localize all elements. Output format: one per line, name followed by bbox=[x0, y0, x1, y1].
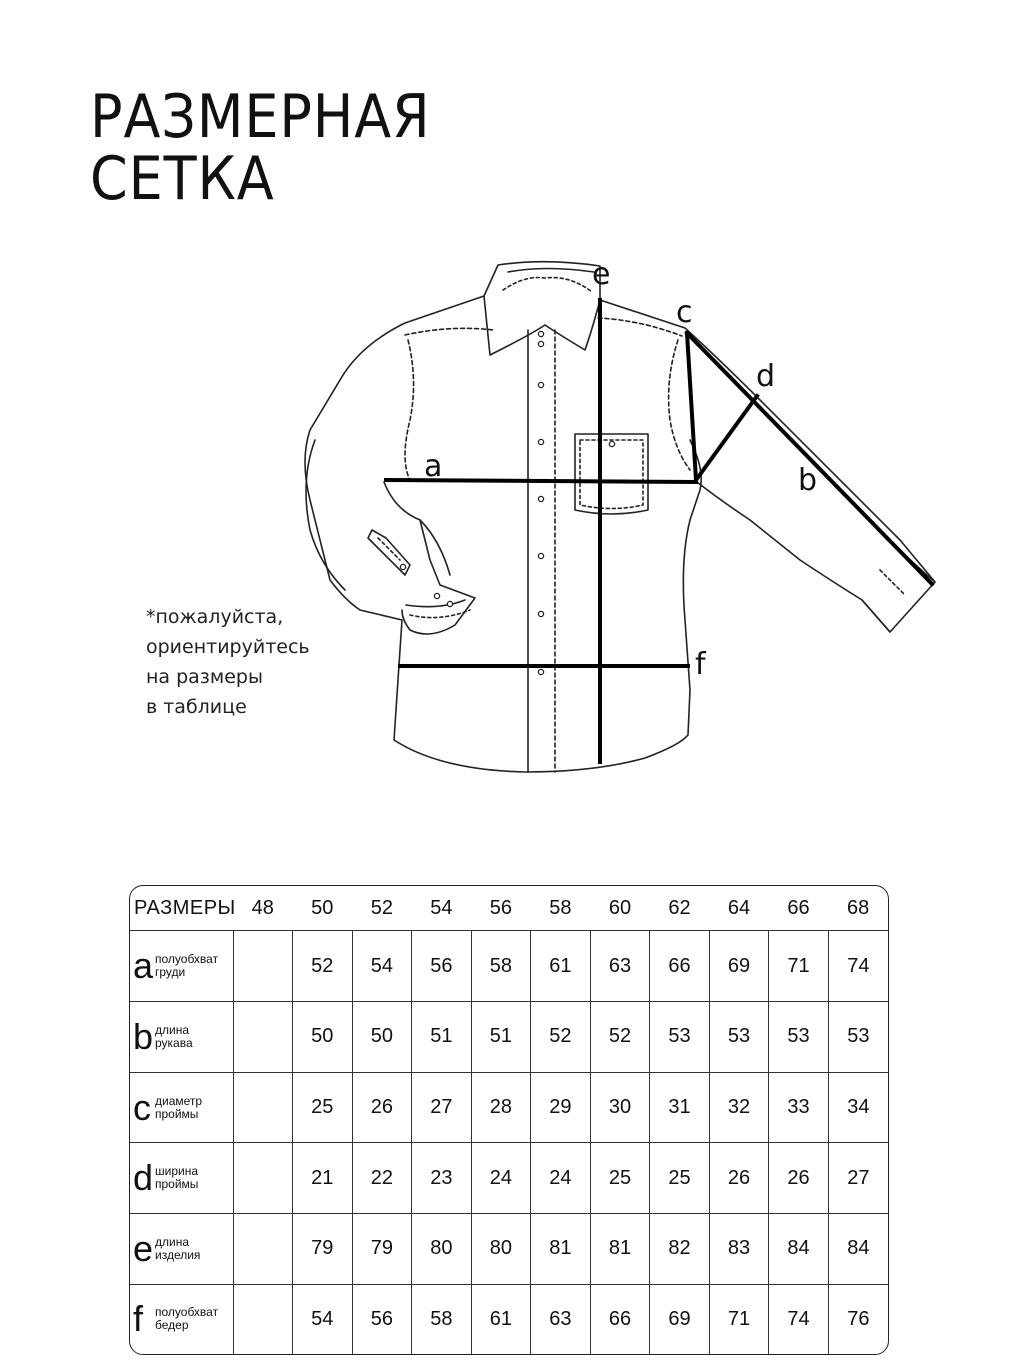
size-68: 68 bbox=[828, 886, 888, 931]
table-row-c bbox=[130, 1072, 888, 1143]
size-56: 56 bbox=[471, 886, 531, 931]
row-desc-2: груди bbox=[155, 965, 186, 980]
table-row-f bbox=[130, 1284, 888, 1354]
cell: 84 bbox=[828, 1214, 888, 1285]
note-line-1: *пожалуйста, bbox=[146, 606, 284, 628]
cell: 66 bbox=[650, 931, 710, 1002]
cell: 34 bbox=[828, 1072, 888, 1143]
size-58: 58 bbox=[531, 886, 591, 931]
row-desc-2: бедер bbox=[155, 1318, 189, 1333]
cell: 50 bbox=[293, 1002, 353, 1073]
size-62: 62 bbox=[650, 886, 710, 931]
size-66: 66 bbox=[769, 886, 829, 931]
cell: 80 bbox=[412, 1214, 472, 1285]
row-label bbox=[130, 1072, 233, 1143]
cell: 23 bbox=[412, 1143, 472, 1214]
table-row-d bbox=[130, 1143, 888, 1214]
note-line-3: на размеры bbox=[146, 666, 263, 688]
row-label bbox=[130, 1284, 233, 1354]
row-letter: e bbox=[133, 1227, 154, 1269]
cell: 84 bbox=[769, 1214, 829, 1285]
cell: 74 bbox=[828, 931, 888, 1002]
cell: 54 bbox=[293, 1284, 353, 1354]
cell: 28 bbox=[471, 1072, 531, 1143]
cell: 56 bbox=[352, 1284, 412, 1354]
cell: 61 bbox=[471, 1284, 531, 1354]
row-desc-1: длина bbox=[155, 1234, 190, 1249]
cell: 69 bbox=[709, 931, 769, 1002]
cell: 22 bbox=[352, 1143, 412, 1214]
cell bbox=[233, 1002, 293, 1073]
table-row-e bbox=[130, 1214, 888, 1285]
size-52: 52 bbox=[352, 886, 412, 931]
row-label bbox=[130, 1214, 233, 1285]
cell: 27 bbox=[828, 1143, 888, 1214]
cell: 63 bbox=[590, 931, 650, 1002]
cell: 82 bbox=[650, 1214, 710, 1285]
cell: 32 bbox=[709, 1072, 769, 1143]
cell: 25 bbox=[590, 1143, 650, 1214]
header-label: РАЗМЕРЫ bbox=[130, 886, 233, 931]
cell: 58 bbox=[412, 1284, 472, 1354]
row-desc-1: ширина bbox=[155, 1164, 199, 1179]
cell: 29 bbox=[531, 1072, 591, 1143]
row-letter: a bbox=[133, 945, 154, 987]
row-desc-1: полуобхват bbox=[155, 952, 219, 967]
cell: 71 bbox=[769, 931, 829, 1002]
title-line-1: РАЗМЕРНАЯ bbox=[90, 82, 431, 152]
cell: 53 bbox=[709, 1002, 769, 1073]
cell: 53 bbox=[650, 1002, 710, 1073]
row-desc-2: проймы bbox=[155, 1177, 199, 1192]
cell bbox=[233, 931, 293, 1002]
row-desc-1: длина bbox=[155, 1022, 190, 1037]
note-line-4: в таблице bbox=[146, 696, 247, 718]
cell: 50 bbox=[352, 1002, 412, 1073]
row-label bbox=[130, 931, 233, 1002]
cell bbox=[233, 1143, 293, 1214]
size-table bbox=[129, 885, 889, 1355]
cell: 33 bbox=[769, 1072, 829, 1143]
size-64: 64 bbox=[709, 886, 769, 931]
row-letter: f bbox=[133, 1298, 144, 1340]
cell: 51 bbox=[471, 1002, 531, 1073]
title-line-2: СЕТКА bbox=[90, 144, 275, 214]
cell: 58 bbox=[471, 931, 531, 1002]
label-a: a bbox=[424, 449, 443, 484]
cell: 24 bbox=[531, 1143, 591, 1214]
size-48: 48 bbox=[233, 886, 293, 931]
cell: 63 bbox=[531, 1284, 591, 1354]
size-60: 60 bbox=[590, 886, 650, 931]
label-b: b bbox=[798, 463, 818, 498]
label-c: c bbox=[676, 295, 693, 330]
cell: 52 bbox=[531, 1002, 591, 1073]
row-desc-2: рукава bbox=[155, 1035, 193, 1050]
table-header-row bbox=[130, 886, 888, 931]
cell: 71 bbox=[709, 1284, 769, 1354]
size-note bbox=[146, 602, 310, 722]
cell: 26 bbox=[352, 1072, 412, 1143]
row-letter: b bbox=[133, 1015, 154, 1057]
cell: 30 bbox=[590, 1072, 650, 1143]
row-letter: d bbox=[133, 1157, 154, 1199]
cell bbox=[233, 1072, 293, 1143]
cell: 69 bbox=[650, 1284, 710, 1354]
cell: 25 bbox=[650, 1143, 710, 1214]
cell: 26 bbox=[769, 1143, 829, 1214]
row-desc-1: полуобхват bbox=[155, 1305, 219, 1320]
table-row-b bbox=[130, 1002, 888, 1073]
cell: 27 bbox=[412, 1072, 472, 1143]
table-row-a bbox=[130, 931, 888, 1002]
cell: 80 bbox=[471, 1214, 531, 1285]
row-desc-2: изделия bbox=[155, 1247, 201, 1262]
row-label bbox=[130, 1002, 233, 1073]
note-line-2: ориентируйтесь bbox=[146, 636, 310, 658]
cell: 21 bbox=[293, 1143, 353, 1214]
cell: 81 bbox=[531, 1214, 591, 1285]
row-desc-1: диаметр bbox=[155, 1093, 203, 1108]
cell: 81 bbox=[590, 1214, 650, 1285]
cell: 74 bbox=[769, 1284, 829, 1354]
cell: 26 bbox=[709, 1143, 769, 1214]
label-e: e bbox=[592, 257, 611, 292]
cell: 52 bbox=[590, 1002, 650, 1073]
row-label bbox=[130, 1143, 233, 1214]
cell bbox=[233, 1284, 293, 1354]
label-f: f bbox=[695, 647, 706, 682]
cell: 79 bbox=[293, 1214, 353, 1285]
cell: 61 bbox=[531, 931, 591, 1002]
cell: 25 bbox=[293, 1072, 353, 1143]
cell: 51 bbox=[412, 1002, 472, 1073]
cell: 83 bbox=[709, 1214, 769, 1285]
cell: 24 bbox=[471, 1143, 531, 1214]
cell: 56 bbox=[412, 931, 472, 1002]
cell: 79 bbox=[352, 1214, 412, 1285]
cell bbox=[233, 1214, 293, 1285]
cell: 53 bbox=[828, 1002, 888, 1073]
label-d: d bbox=[756, 359, 776, 394]
cell: 54 bbox=[352, 931, 412, 1002]
row-letter: c bbox=[133, 1086, 151, 1128]
cell: 52 bbox=[293, 931, 353, 1002]
row-desc-2: проймы bbox=[155, 1106, 199, 1121]
size-54: 54 bbox=[412, 886, 472, 931]
cell: 66 bbox=[590, 1284, 650, 1354]
size-50: 50 bbox=[293, 886, 353, 931]
cell: 76 bbox=[828, 1284, 888, 1354]
cell: 53 bbox=[769, 1002, 829, 1073]
cell: 31 bbox=[650, 1072, 710, 1143]
